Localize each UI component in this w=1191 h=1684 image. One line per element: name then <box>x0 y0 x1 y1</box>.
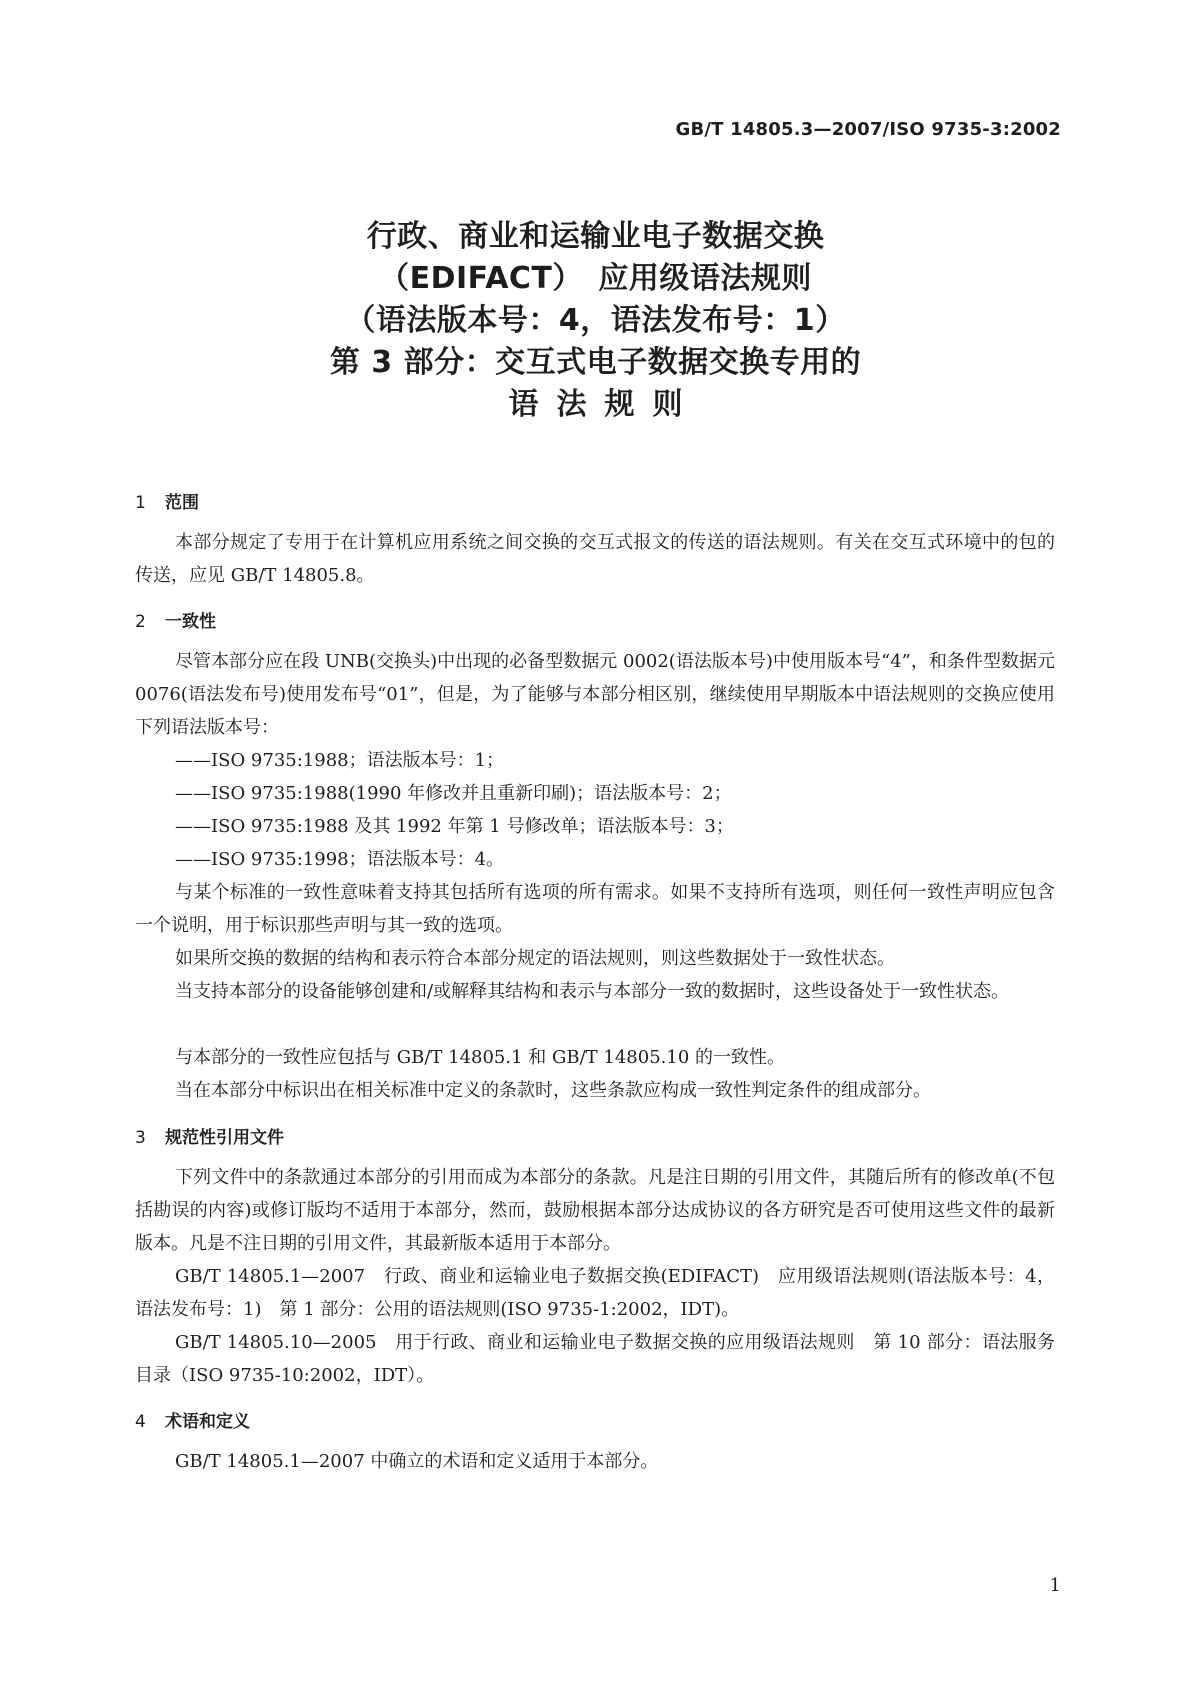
list-item: ——ISO 9735:1988；语法版本号：1； <box>175 750 505 771</box>
paragraph: 当在本部分中标识出在相关标准中定义的条款时，这些条款应构成一致性判定条件的组成部分。 <box>175 1080 931 1101</box>
section-number: 2 <box>135 612 146 632</box>
title-line-3: （语法版本号：4，语法发布号：1） <box>345 303 846 338</box>
section-3-heading <box>135 1123 284 1148</box>
section-2-heading <box>135 607 216 632</box>
title-line-1: 行政、商业和运输业电子数据交换 <box>366 219 825 254</box>
title-line-2: （EDIFACT） 应用级语法规则 <box>379 261 812 296</box>
standard-number: GB/T 14805.3—2007/ISO 9735-3:2002 <box>675 119 1061 140</box>
title-line-4: 第 3 部分：交互式电子数据交换专用的 <box>329 345 862 380</box>
list-item: ——ISO 9735:1988 及其 1992 年第 1 号修改单；语法版本号：3； <box>175 816 734 837</box>
section-number: 3 <box>135 1128 146 1148</box>
section-title: 范围 <box>165 493 199 513</box>
paragraph: 尽管本部分应在段 UNB(交换头)中出现的必备型数据元 0002(语法版本号)中使用版本号“4”，和条件型数据元 0076(语法发布号)使用发布号“01”，但是，为了能够与本部分相区别，继续使用早期版本中语法规则的交换应使用下列语法版本号： <box>135 651 1055 738</box>
section-1-heading <box>135 488 199 513</box>
section-number: 1 <box>135 493 146 513</box>
section-title: 术语和定义 <box>165 1412 250 1432</box>
paragraph: 当支持本部分的设备能够创建和/或解释其结构和表示与本部分一致的数据时，这些设备处于一致性状态。 <box>175 981 1010 1002</box>
section-4-heading <box>135 1407 250 1432</box>
paragraph: GB/T 14805.1—2007 中确立的术语和定义适用于本部分。 <box>175 1451 659 1472</box>
title-line-5: 语法规则 <box>508 387 701 422</box>
section-title: 规范性引用文件 <box>165 1128 284 1148</box>
paragraph: 与本部分的一致性应包括与 GB/T 14805.1 和 GB/T 14805.10 的一致性。 <box>175 1047 786 1068</box>
paragraph: 下列文件中的条款通过本部分的引用而成为本部分的条款。凡是注日期的引用文件，其随后所有的修改单(不包括勘误的内容)或修订版均不适用于本部分，然而，鼓励根据本部分达成协议的各方研究是否可使用这些文件的最新版本。凡是不注日期的引用文件，其最新版本适用于本部分。 <box>135 1167 1055 1254</box>
section-title: 一致性 <box>165 612 216 632</box>
section-number: 4 <box>135 1412 146 1432</box>
list-item: ——ISO 9735:1998；语法版本号：4。 <box>175 849 505 870</box>
paragraph: 如果所交换的数据的结构和表示符合本部分规定的语法规则，则这些数据处于一致性状态。 <box>175 948 895 969</box>
reference-item: GB/T 14805.10—2005 用于行政、商业和运输业电子数据交换的应用级语法规则 第 10 部分：语法服务目录（ISO 9735-10:2002，IDT）。 <box>135 1332 1055 1386</box>
page-number: 1 <box>1049 1575 1061 1596</box>
reference-item: GB/T 14805.1—2007 行政、商业和运输业电子数据交换(EDIFACT) 应用级语法规则(语法版本号：4，语法发布号：1) 第 1 部分：公用的语法规则(ISO 9735-1:2002，IDT)。 <box>135 1266 1055 1320</box>
paragraph: 与某个标准的一致性意味着支持其包括所有选项的所有需求。如果不支持所有选项，则任何一致性声明应包含一个说明，用于标识那些声明与其一致的选项。 <box>135 882 1055 936</box>
paragraph: 本部分规定了专用于在计算机应用系统之间交换的交互式报文的传送的语法规则。有关在交互式环境中的包的传送，应见 GB/T 14805.8。 <box>135 532 1055 586</box>
document-title <box>0 216 1191 426</box>
list-item: ——ISO 9735:1988(1990 年修改并且重新印刷)；语法版本号：2； <box>175 783 732 804</box>
